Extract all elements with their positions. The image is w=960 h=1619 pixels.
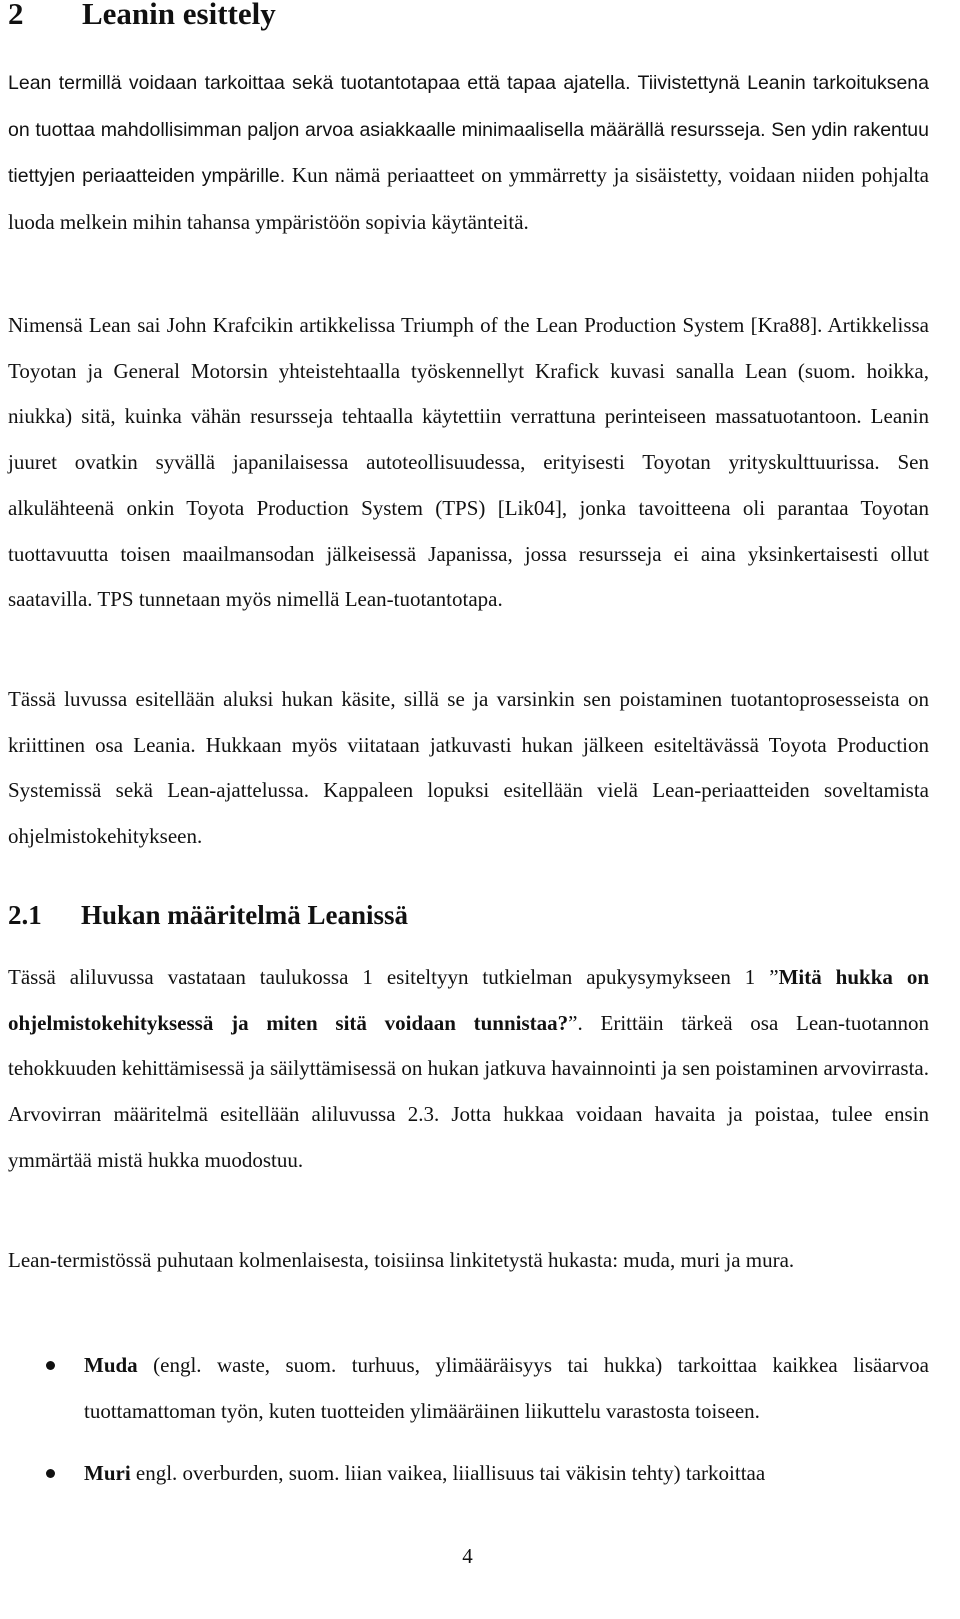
chapter-number: 2 [8, 0, 24, 31]
intro-paragraph-sans-text: Lean termillä voidaan tarkoittaa sekä tuotantotapaa että tapaa ajatella. Tiivistettynä Leanin tarkoituksena on tuottaa mahdollisimman paljon arvoa asiakkaalle minimaalisella määrällä resursseja. Sen ydin rakentuu tiettyjen periaatteiden ympärille. [8, 72, 929, 188]
bullet-icon [46, 1361, 55, 1370]
list-item-term: Muda [84, 1353, 138, 1377]
chapter-heading [8, 0, 276, 34]
section-number: 2.1 [8, 900, 42, 930]
intro-paragraph-serif-text: Kun nämä periaatteet on ymmärretty ja sisäistetty, voidaan niiden pohjalta luoda melkein mihin tahansa ympäristöön sopivia käytänteitä. [8, 163, 929, 235]
waste-definition-intro: Tässä aliluvussa vastataan taulukossa 1 esiteltyyn tutkielman apukysymykseen 1 ” [8, 965, 779, 989]
bullet-icon [46, 1469, 55, 1478]
list-item [0, 1343, 929, 1434]
list-item-text: (engl. waste, suom. turhuus, ylimääräisyys tai hukka) tarkoittaa kaikkea lisäarvoa tuottamattoman työn, kuten tuotteiden ylimääräinen liikuttelu varastosta toiseen. [84, 1353, 929, 1423]
research-question: Mitä hukka on ohjelmistokehityksessä ja miten sitä voidaan tunnistaa? [8, 965, 930, 1035]
list-item [0, 1451, 929, 1497]
waste-types-paragraph: Lean-termistössä puhutaan kolmenlaisesta, toisiinsa linkitetystä hukasta: muda, muri ja mura. [8, 1248, 795, 1272]
waste-types-list [0, 1343, 960, 1497]
waste-definition-paragraph [8, 955, 929, 1184]
name-origin-paragraph: Nimensä Lean sai John Krafcikin artikkelissa Triumph of the Lean Production System [Kra88]. Artikkelissa Toyotan ja General Motorsin yhteistehtaalla työskennellyt Krafick kuvasi sanalla Lean (suom. hoikka, niukka) sitä, kuinka vähän resursseja tehtaalla käytettiin verrattuna perinteiseen massatuotantoon. Leanin juuret ovatkin syvällä japanilaisessa autoteollisuudessa, erityisesti Toyotan yrityskulttuurissa. Sen alkulähteenä onkin Toyota Production System (TPS) [Lik04], jonka tavoitteena oli parantaa Toyotan tuottavuutta toisen maailmansodan jälkeisessä Japanissa, jossa resursseja ei aina yksinkertaisesti ollut saatavilla. TPS tunnetaan myös nimellä Lean-tuotantotapa. [8, 313, 929, 612]
section-title: Hukan määritelmä Leanissä [81, 900, 409, 930]
section-heading [8, 898, 408, 932]
list-item-term: Muri [84, 1461, 131, 1486]
waste-definition-rest: ”. Erittäin tärkeä osa Lean-tuotannon tehokkuuden kehittämisessä ja säilyttämisessä on hukan jatkuva havainnointi ja sen poistaminen arvovirrasta. Arvovirran määritelmä esitellään aliluvussa 2.3. Jotta hukkaa voidaan havaita ja poistaa, tulee ensin ymmärtää mistä hukka muodostuu. [8, 1010, 929, 1172]
list-item-text: engl. overburden, suom. liian vaikea, liiallisuus tai väkisin tehty) tarkoittaa [130, 1461, 766, 1486]
intro-paragraph [8, 60, 929, 246]
chapter-title: Leanin esittely [82, 0, 276, 31]
page-number: 4 [462, 1544, 473, 1568]
chapter-overview-paragraph: Tässä luvussa esitellään aluksi hukan käsite, sillä se ja varsinkin sen poistaminen tuotantoprosesseista on kriittinen osa Leania. Hukkaan myös viitataan jatkuvasti hukan jälkeen esiteltävässä Toyota Production Systemissä sekä Lean-ajattelussa. Kappaleen lopuksi esitellään vielä Lean-periaatteiden soveltamista ohjelmistokehitykseen. [8, 687, 929, 849]
